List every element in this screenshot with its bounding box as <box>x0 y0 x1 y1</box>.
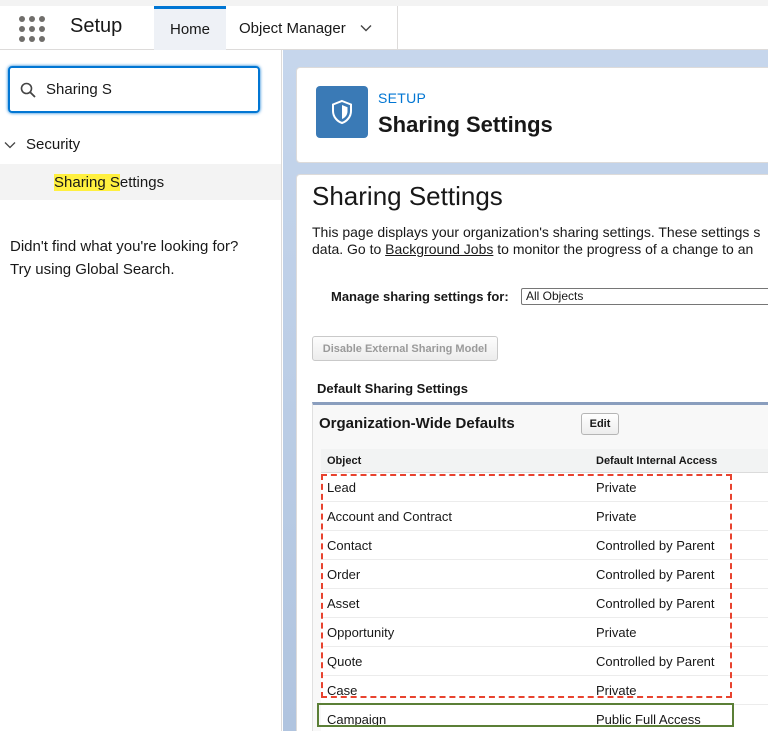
app-launcher-icon[interactable] <box>19 16 45 42</box>
cell-object: Contact <box>327 538 372 553</box>
tree-item-label-rest: ettings <box>119 173 165 191</box>
cell-object: Opportunity <box>327 625 395 640</box>
tree-node-security-label: Security <box>26 136 81 153</box>
description-text-post: to monitor the progress of a change to an <box>493 241 754 257</box>
not-found-line-1: Didn't find what you're looking for? <box>10 238 239 255</box>
table-row <box>321 502 768 531</box>
not-found-message <box>10 235 238 281</box>
page-title: Sharing Settings <box>312 181 503 211</box>
edit-button[interactable]: Edit <box>581 413 619 435</box>
table-header <box>321 449 768 473</box>
global-header <box>0 0 768 50</box>
shield-icon <box>329 99 355 125</box>
owd-table <box>321 449 768 731</box>
app-name: Setup <box>70 15 123 37</box>
cell-access: Private <box>596 509 637 524</box>
cell-object: Lead <box>327 480 356 495</box>
cell-access: Controlled by Parent <box>596 596 715 611</box>
cell-object: Case <box>327 683 358 698</box>
header-title: Sharing Settings <box>378 112 553 137</box>
table-row <box>321 560 768 589</box>
column-header-object: Object <box>327 455 362 467</box>
manage-sharing-select[interactable]: All Objects <box>521 288 768 305</box>
cell-access: Private <box>596 480 637 495</box>
table-row <box>321 647 768 676</box>
cell-access: Controlled by Parent <box>596 654 715 669</box>
page-description <box>312 224 768 258</box>
not-found-line-2: Try using Global Search. <box>10 261 175 278</box>
default-sharing-settings-label: Default Sharing Settings <box>317 381 468 396</box>
table-row <box>321 473 768 502</box>
background-jobs-link[interactable]: Background Jobs <box>385 241 494 257</box>
table-row <box>321 531 768 560</box>
table-row <box>321 618 768 647</box>
cell-access: Public Full Access <box>596 712 701 727</box>
header-eyebrow: SETUP <box>378 90 427 106</box>
description-line-1: This page displays your organization's sharing settings. These settings s <box>312 224 761 240</box>
cell-object: Asset <box>327 596 360 611</box>
table-row <box>321 705 768 731</box>
cell-object: Order <box>327 567 361 582</box>
setup-sidebar <box>0 50 282 731</box>
table-row <box>321 676 768 705</box>
quick-find-input[interactable] <box>46 81 246 98</box>
search-icon <box>20 82 36 98</box>
tab-home[interactable]: Home <box>154 6 226 50</box>
chevron-down-icon <box>4 139 16 151</box>
header-icon-tile <box>316 86 368 138</box>
description-line-2 <box>312 241 768 258</box>
cell-access: Controlled by Parent <box>596 538 715 553</box>
column-header-access: Default Internal Access <box>596 455 718 467</box>
tab-object-manager[interactable] <box>226 6 398 50</box>
chevron-down-icon[interactable] <box>360 22 372 34</box>
tab-object-manager-label: Object Manager <box>239 19 346 37</box>
tree-node-security[interactable] <box>4 136 80 153</box>
description-text-pre: data. Go to <box>312 241 386 257</box>
cell-object: Campaign <box>327 712 387 727</box>
cell-access: Private <box>596 625 637 640</box>
cell-access: Private <box>596 683 637 698</box>
main-content-area <box>283 50 768 731</box>
cell-access: Controlled by Parent <box>596 567 715 582</box>
quick-find-box[interactable] <box>8 66 260 113</box>
search-match-highlight: Sharing S <box>54 173 120 191</box>
manage-sharing-label: Manage sharing settings for: <box>331 289 509 304</box>
table-row <box>321 589 768 618</box>
tree-item-sharing-settings[interactable] <box>0 164 281 200</box>
cell-object: Account and Contract <box>327 509 453 524</box>
cell-object: Quote <box>327 654 363 669</box>
sharing-settings-panel <box>296 174 768 731</box>
owd-title: Organization-Wide Defaults <box>319 415 515 432</box>
organization-wide-defaults-section <box>312 402 768 731</box>
disable-external-sharing-button[interactable]: Disable External Sharing Model <box>312 336 498 361</box>
page-header <box>296 67 768 163</box>
